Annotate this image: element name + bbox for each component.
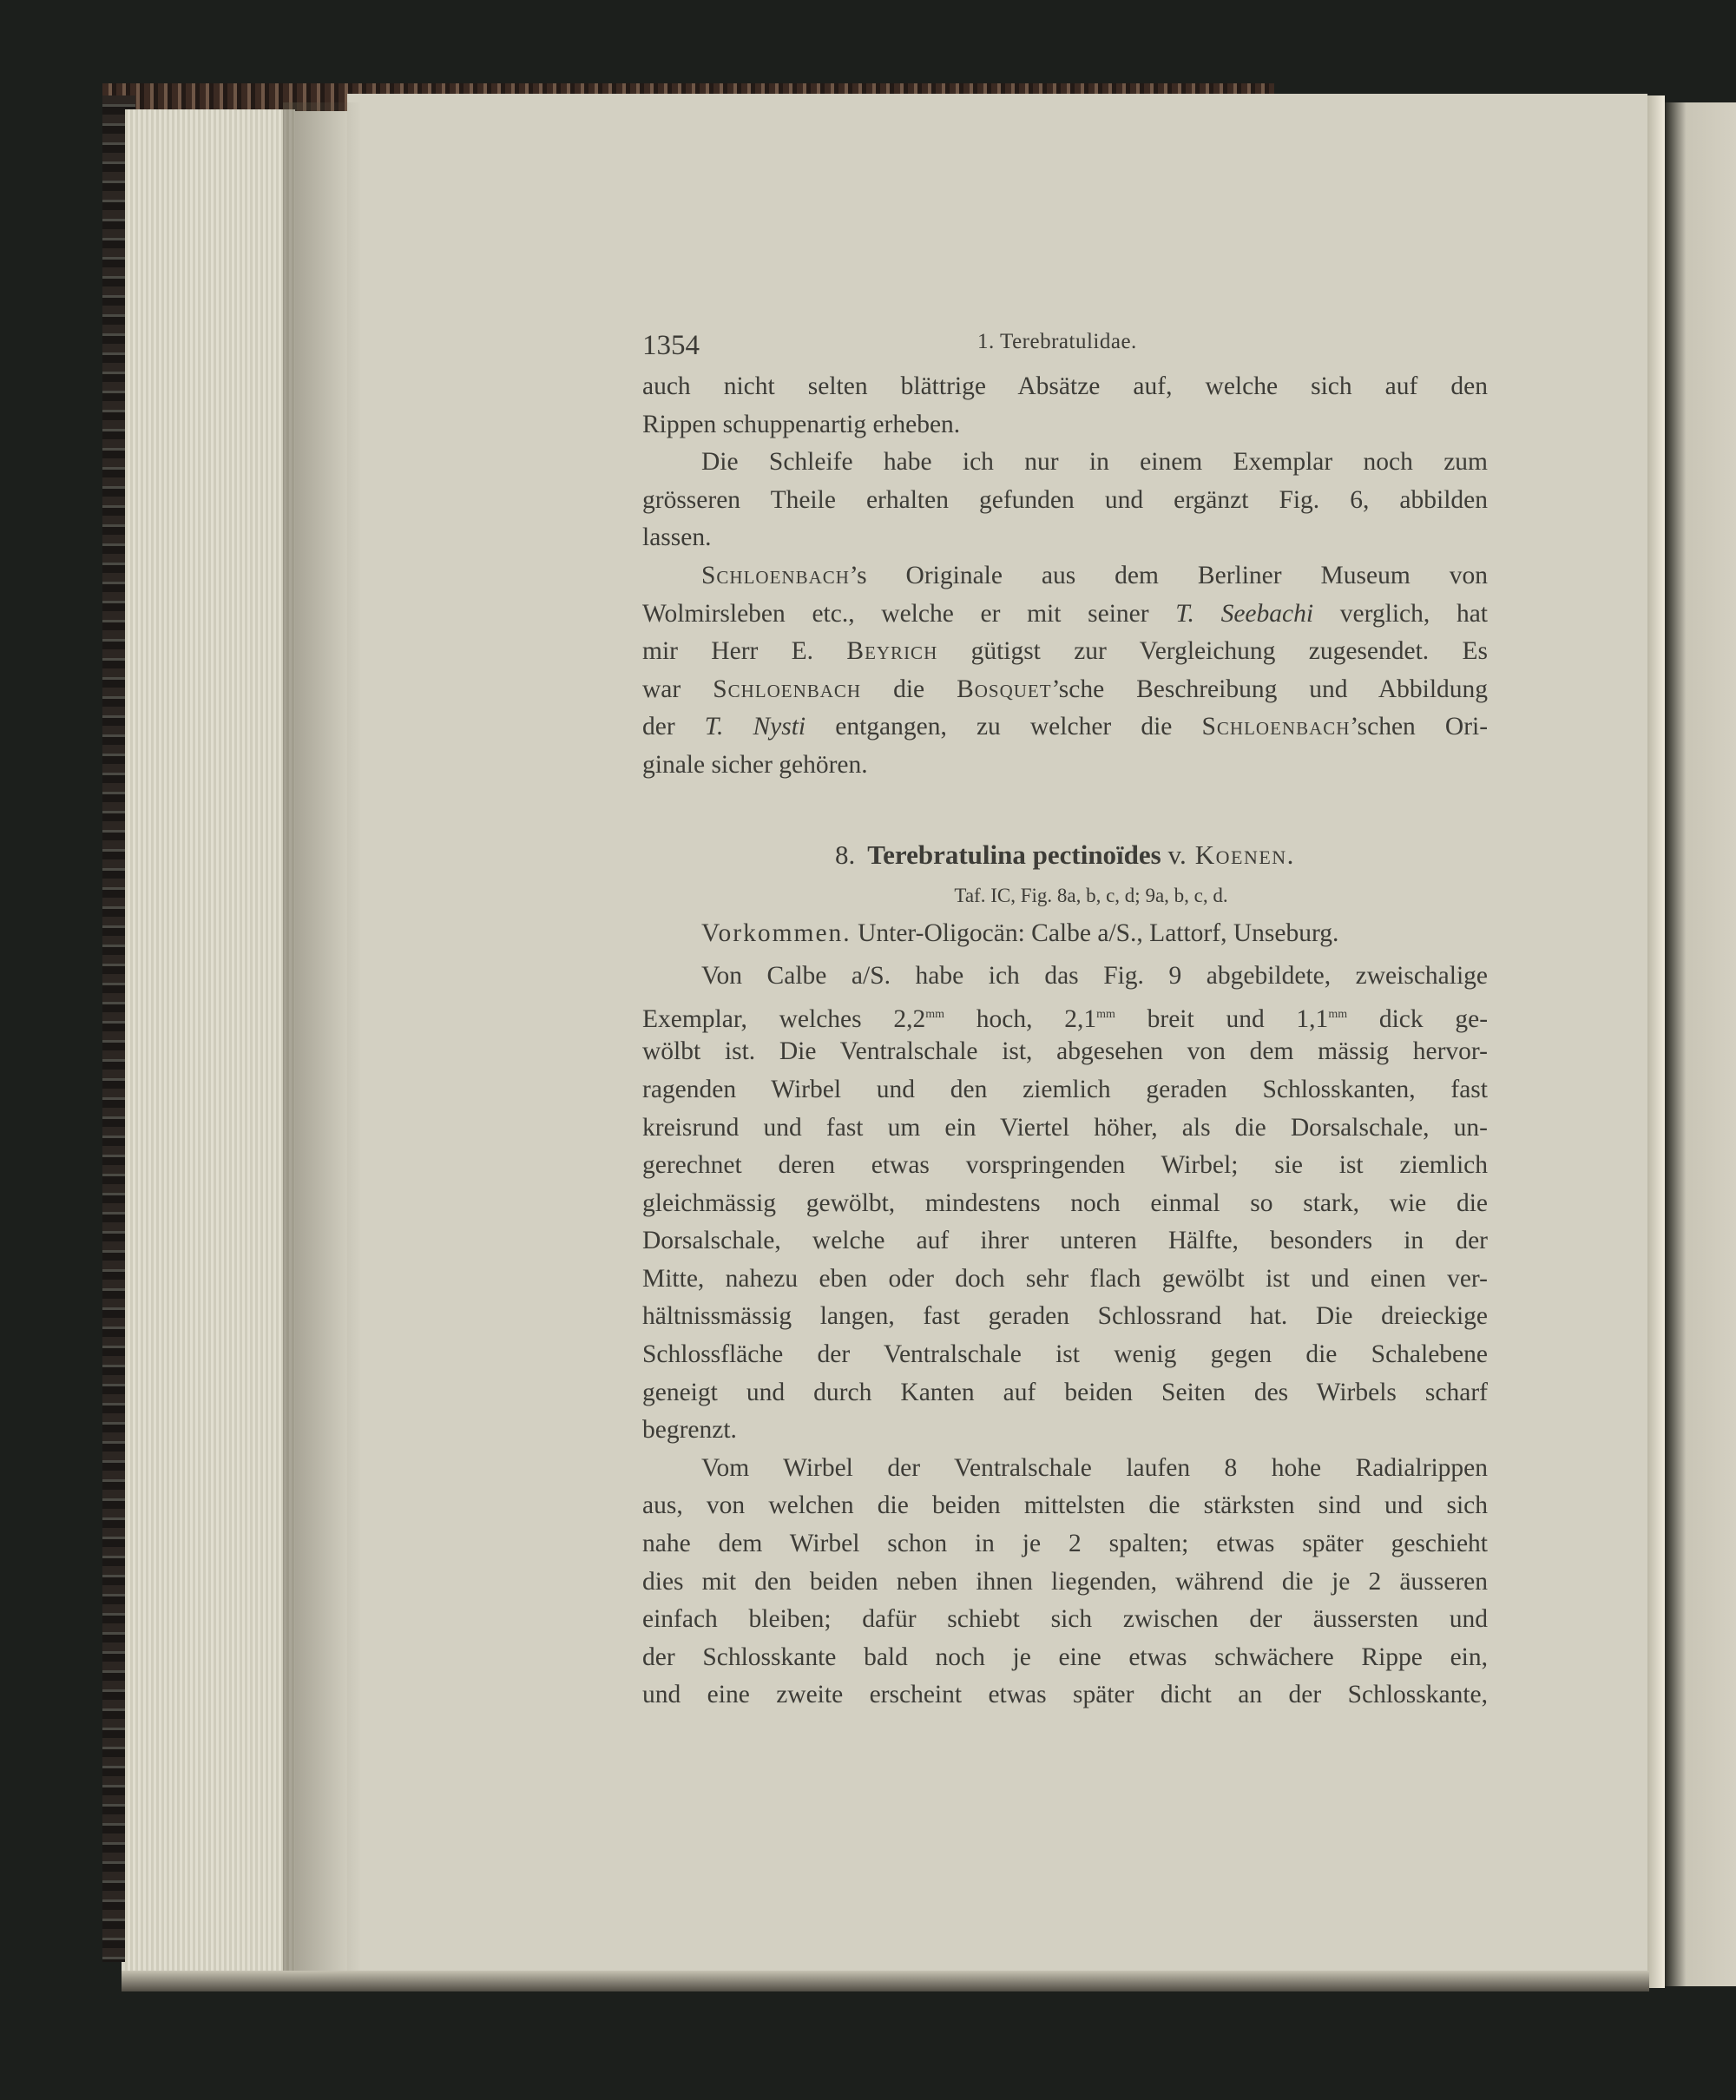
- author-name: Schloenbach: [701, 561, 850, 589]
- text-run: die: [893, 675, 925, 703]
- author-name: Bosquet: [957, 675, 1052, 703]
- page-fold: [1647, 95, 1665, 1988]
- author-prefix: v.: [1167, 839, 1187, 870]
- paragraph-2: [642, 444, 1488, 557]
- text-line: dies mit den beiden neben ihnen liegenden, während die je 2 äusseren: [642, 1567, 1488, 1596]
- text-line: [642, 596, 1488, 634]
- occurrence-label: Vorkommen.: [701, 918, 852, 947]
- heading-author: Koenen.: [1194, 839, 1295, 870]
- text-run: dick ge-: [1378, 1004, 1489, 1033]
- text-line: auch nicht selten blättrige Absätze auf, welche sich auf den: [642, 372, 1488, 400]
- page-text: [642, 325, 1488, 1715]
- page-edges: [125, 109, 295, 1979]
- gutter-shadow: [283, 102, 361, 1986]
- text-run: war: [642, 675, 681, 703]
- text-line: Dorsalschale, welche auf ihrer unteren Hälfte, besonders in der: [642, 1227, 1488, 1255]
- text-line: und eine zweite erscheint etwas später dicht an der Schlosskante,: [642, 1681, 1488, 1709]
- facing-page-edge: [1665, 102, 1736, 1986]
- text-run: ’schen Ori-: [1350, 713, 1489, 741]
- text-run: ’s Originale aus dem Berliner Museum von: [849, 561, 1488, 589]
- text-run: Wolmirsleben etc., welche er mit seiner: [642, 599, 1149, 628]
- text-line: wölbt ist. Die Ventralschale ist, abgesehen von dem mässig hervor-: [642, 1037, 1488, 1066]
- paragraph-3: [642, 557, 1488, 785]
- text-line: Schlossfläche der Ventralschale ist wenig gegen die Schalebene: [642, 1340, 1488, 1369]
- text-run: Exemplar, welches 2,2: [642, 1004, 926, 1033]
- text-run: hoch, 2,1: [976, 1004, 1097, 1033]
- page-number: 1354: [642, 330, 700, 361]
- unit-mm: mm: [1096, 1007, 1115, 1021]
- author-name: Schloenbach: [713, 675, 862, 703]
- text-run: ’sche Beschreibung und Abbildung: [1051, 675, 1489, 703]
- text-line: [642, 557, 1488, 596]
- running-title: 1. Terebratulidae.: [977, 330, 1137, 353]
- text-line: ragenden Wirbel und den ziemlich geraden Schlosskanten, fast: [642, 1075, 1488, 1103]
- section-number: 8.: [835, 839, 856, 870]
- text-line: lassen.: [642, 523, 712, 552]
- text-line: aus, von welchen die beiden mittelsten die stärksten sind und sich: [642, 1491, 1488, 1520]
- text-line: Rippen schuppenartig erheben.: [642, 410, 961, 438]
- section-heading: [642, 833, 1488, 877]
- text-line: gerechnet deren etwas vorspringenden Wirbel; sie ist ziemlich: [642, 1151, 1488, 1180]
- paragraph-1: [642, 368, 1488, 444]
- text-line: gleichmässig gewölbt, mindestens noch einmal so stark, wie die: [642, 1188, 1488, 1217]
- text-run: verglich, hat: [1339, 599, 1488, 628]
- text-line: [642, 996, 1488, 1034]
- plate-reference: Taf. IC, Fig. 8a, b, c, d; 9a, b, c, d.: [954, 884, 1228, 906]
- text-line: geneigt und durch Kanten auf beiden Seiten des Wirbels scharf: [642, 1378, 1488, 1406]
- text-line: Mitte, nahezu eben oder doch sehr flach gewölbt ist und einen ver-: [642, 1264, 1488, 1293]
- text-line: hältnissmässig langen, fast geraden Schlossrand hat. Die dreieckige: [642, 1302, 1488, 1331]
- bottom-edge: [122, 1971, 1649, 1991]
- author-name: Beyrich: [846, 637, 938, 666]
- text-line: [642, 633, 1488, 671]
- text-line: Die Schleife habe ich nur in einem Exemplar noch zum: [701, 448, 1488, 477]
- running-head: [642, 325, 1488, 368]
- text-line: grösseren Theile erhalten gefunden und ergänzt Fig. 6, abbilden: [642, 485, 1488, 514]
- text-line: [642, 708, 1488, 747]
- text-line: Von Calbe a/S. habe ich das Fig. 9 abgebildete, zweischalige: [701, 962, 1488, 991]
- species-heading: Terebratulina pectinoïdes: [867, 839, 1161, 870]
- text-line: begrenzt.: [642, 1416, 737, 1445]
- text-line: Vom Wirbel der Ventralschale laufen 8 hohe Radialrippen: [701, 1453, 1488, 1482]
- occurrence-line: [642, 915, 1488, 953]
- text-line: einfach bleiben; dafür schiebt sich zwischen der äussersten und: [642, 1605, 1488, 1634]
- unit-mm: mm: [925, 1007, 945, 1021]
- text-run: mir Herr E.: [642, 637, 814, 666]
- text-line: [642, 671, 1488, 709]
- text-line: der Schlosskante bald noch je eine etwas schwächere Rippe ein,: [642, 1642, 1488, 1671]
- occurrence-text: Unter-Oligocän: Calbe a/S., Lattorf, Unseburg.: [858, 918, 1339, 947]
- paragraph-4: [642, 958, 1488, 1450]
- text-run: breit und 1,1: [1147, 1004, 1329, 1033]
- text-run: entgangen, zu welcher die: [835, 713, 1173, 741]
- paragraph-5: [642, 1450, 1488, 1715]
- species-name: T. Nysti: [704, 713, 806, 741]
- text-run: der: [642, 713, 675, 741]
- text-line: kreisrund und fast um ein Viertel höher, als die Dorsalschale, un-: [642, 1113, 1488, 1142]
- text-run: gütigst zur Vergleichung zugesendet. Es: [970, 637, 1488, 666]
- text-line: nahe dem Wirbel schon in je 2 spalten; etwas später geschieht: [642, 1530, 1488, 1558]
- unit-mm: mm: [1328, 1007, 1348, 1021]
- text-line: ginale sicher gehören.: [642, 750, 868, 779]
- species-name: T. Seebachi: [1175, 599, 1314, 628]
- author-name: Schloenbach: [1201, 713, 1351, 741]
